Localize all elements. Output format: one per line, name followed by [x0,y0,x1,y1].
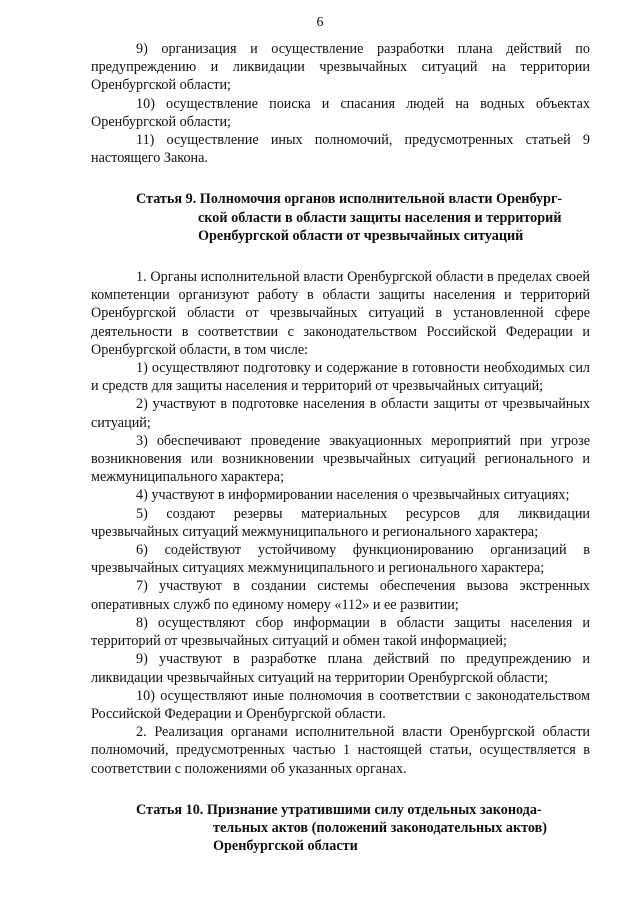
list-item: 10) осуществляют иные полномочия в соответствии с законодательством Российской Федерации и Оренбургской области. [91,687,590,722]
heading-line: тельных актов (положений законодательных актов) [213,819,548,836]
list-item: 8) осуществляют сбор информации в области защиты населения и территорий от чрезвычайных ситуаций и обмен такой информацией; [91,614,590,650]
list-item: 6) содействуют устойчивому функционированию организаций в чрезвычайных ситуациях межмуниципального и регионального характера; [91,542,590,577]
paragraph: 9) организация и осуществление разработки плана действий по предупреждению и ликвидации чрезвычайных ситуаций на территории Оренбургской области; [91,41,590,94]
heading-line: Статья 9. Полномочия органов исполнительной власти Оренбург- [136,191,563,208]
article-9-body [91,268,590,778]
list-item: 4) участвуют в информировании населения о чрезвычайных ситуациях; [136,487,570,504]
page-number: 6 [316,15,324,30]
list-item: 1) осуществляют подготовку и содержание в готовности необходимых сил и средств для защиты населения и территорий от чрезвычайных ситуаций; [91,360,590,395]
paragraph: 10) осуществление поиска и спасания людей на водных объектах Оренбургской области; [91,95,590,130]
list-item: 7) участвуют в создании системы обеспечения вызова экстренных оперативных служб по единому номеру «112» и ее развитии; [91,578,590,613]
heading-line: Оренбургской области от чрезвычайных ситуаций [198,227,524,244]
section-top-list [91,40,590,167]
paragraph: 2. Реализация органами исполнительной власти Оренбургской области полномочий, предусмотренных частью 1 настоящей статьи, осуществляется в соответствии с положениями об указанных органах. [91,724,590,777]
paragraph: 11) осуществление иных полномочий, предусмотренных статьей 9 настоящего Закона. [91,132,590,167]
document-body [91,40,590,855]
list-item: 5) создают резервы материальных ресурсов для ликвидации чрезвычайных ситуаций межмуниципального и регионального характера; [91,505,590,540]
list-item: 9) участвуют в разработке плана действий по предупреждению и ликвидации чрезвычайных ситуаций на территории Оренбургской области; [91,651,590,686]
heading-line: ской области в области защиты населения и территорий [198,209,562,226]
heading-line: Оренбургской области [213,838,358,855]
article-10-heading [91,801,590,856]
list-item: 3) обеспечивают проведение эвакуационных мероприятий при угрозе возникновения или возникновении чрезвычайных ситуаций регионального и межмуниципального характера; [91,432,590,486]
article-9-heading [91,190,590,245]
heading-line: Статья 10. Признание утратившими силу отдельных законода- [136,801,542,818]
list-item: 2) участвуют в подготовке населения в области защиты от чрезвычайных ситуаций; [91,396,590,431]
paragraph: 1. Органы исполнительной власти Оренбургской области в пределах своей компетенции организуют работу в области защиты населения и территорий Оренбургской области от чрезвычайных ситуаций в установленной сфере деятельности в соответствии с законодательством Российской Федерации и Оренбургской области, в том числе: [91,269,590,358]
